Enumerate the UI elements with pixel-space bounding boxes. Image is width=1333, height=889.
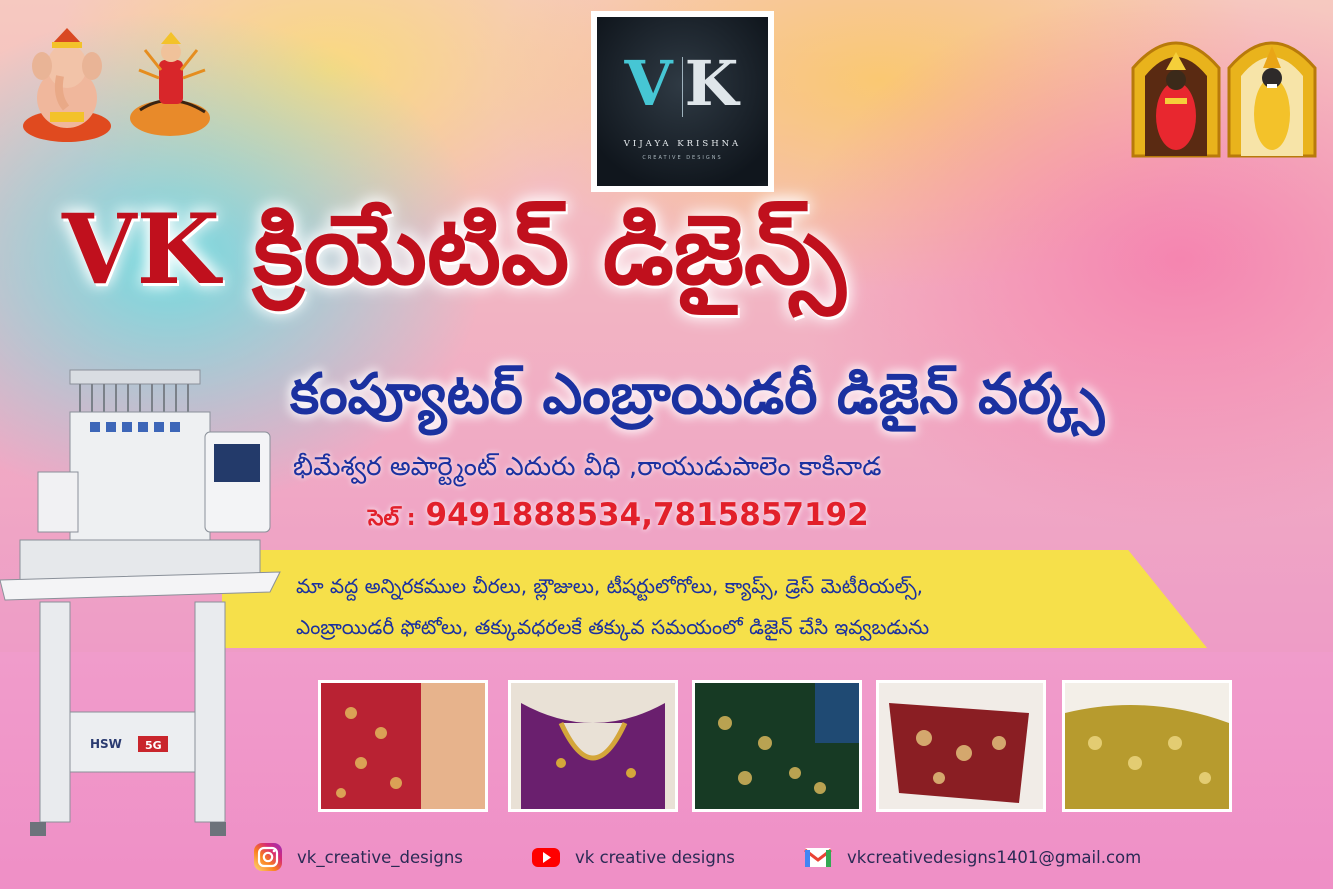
instagram-text: vk_creative_designs	[297, 847, 463, 867]
address-text: భీమేశ్వర అపార్ట్మెంట్ ఎదురు వీధి ,రాయుడుపాలెం కాకినాడ	[293, 452, 882, 482]
youtube-icon	[531, 842, 561, 872]
logo-monogram: V K	[624, 47, 741, 120]
youtube-text: vk creative designs	[575, 847, 735, 867]
embroidery-photo-5	[1062, 680, 1232, 812]
instagram-handle[interactable]	[253, 842, 463, 872]
durga-image	[125, 30, 220, 142]
email-contact[interactable]	[803, 842, 1141, 872]
instagram-icon	[253, 842, 283, 872]
padmavathi-image	[1127, 28, 1225, 158]
services-text	[296, 566, 1176, 648]
email-text: vkcreativedesigns1401@gmail.com	[847, 847, 1142, 867]
youtube-channel[interactable]	[531, 842, 735, 872]
ganesha-image	[18, 26, 116, 144]
page-title: VK క్రియేటివ్ డిజైన్స్	[62, 193, 846, 306]
venkateswara-image	[1223, 28, 1321, 158]
brand-logo	[591, 11, 774, 192]
phone-numbers: 9491888534,7815857192	[425, 497, 869, 533]
embroidery-machine-image	[0, 352, 285, 854]
logo-divider	[682, 57, 683, 117]
phone-row	[368, 497, 869, 536]
machine-brand-label: HSW	[90, 737, 122, 751]
embroidery-photo-1	[318, 680, 488, 812]
gmail-icon	[803, 842, 833, 872]
services-line-2: ఎంబ్రాయిడరీ ఫోటోలు, తక్కువధరలకే తక్కువ సమయంలో డిజైన్ చేసి ఇవ్వబడును	[296, 615, 930, 639]
page-subtitle: కంప్యూటర్ ఎంబ్రాయిడరీ డిజైన్ వర్క్స	[290, 362, 1105, 427]
embroidery-photo-3	[692, 680, 862, 812]
logo-tagline: CREATIVE DESIGNS	[642, 155, 723, 161]
embroidery-photo-4	[876, 680, 1046, 812]
logo-name: VIJAYA KRISHNA	[623, 139, 742, 149]
services-line-1: మా వద్ద అన్నిరకముల చీరలు, బ్లౌజులు, టీషర్టులోగోలు, క్యాప్స్, డ్రెస్ మెటీరియల్స్,	[296, 574, 924, 598]
phone-label: సెల్ :	[368, 506, 416, 531]
machine-model-label: 5G	[145, 739, 162, 752]
embroidery-photo-2	[508, 680, 678, 812]
